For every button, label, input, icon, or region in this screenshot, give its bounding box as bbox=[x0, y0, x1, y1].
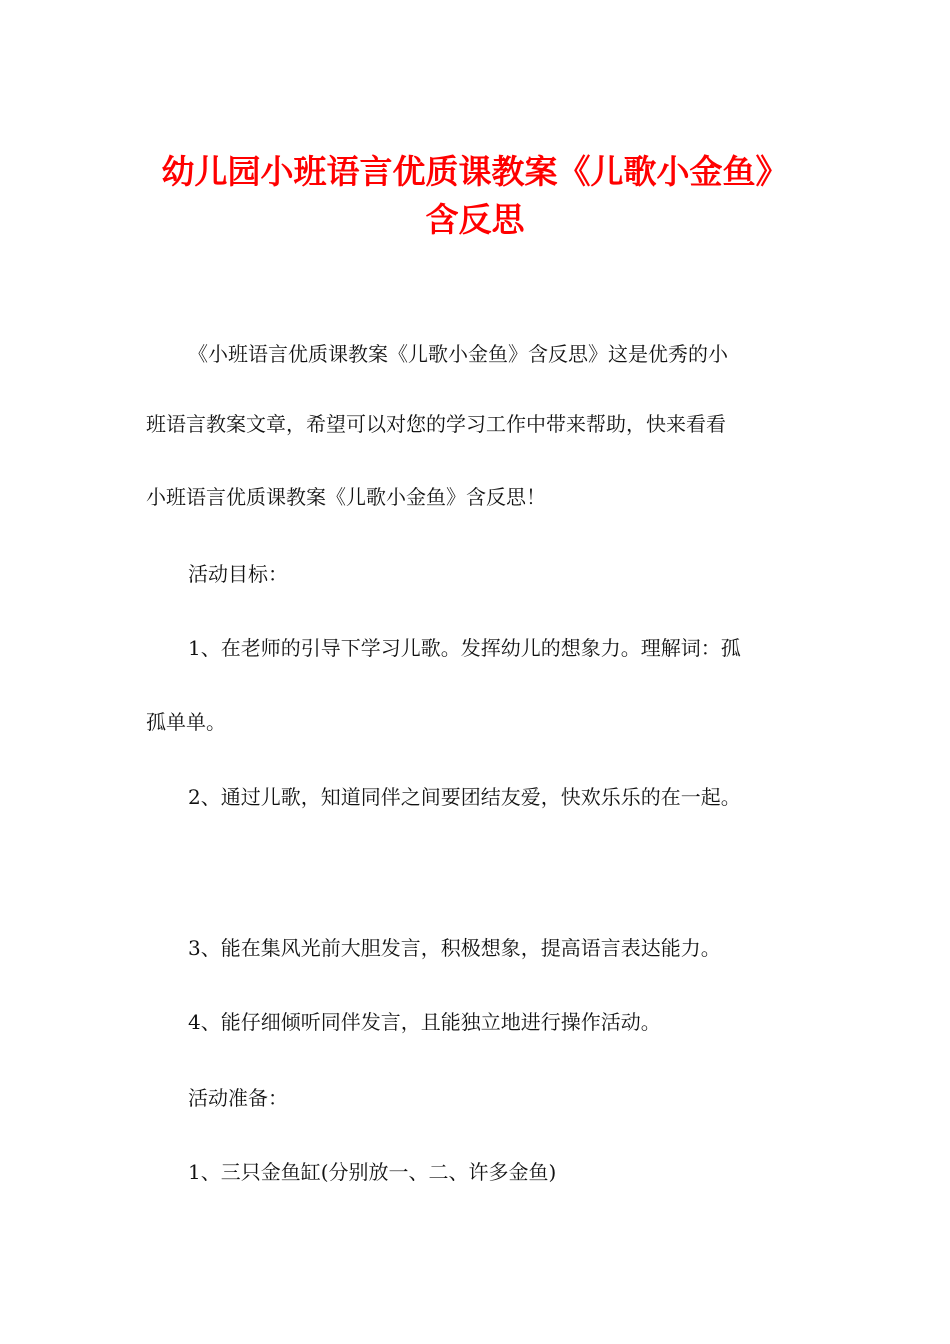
document-title-line-2: 含反思 bbox=[425, 200, 525, 239]
goal-4: 4、能仔细倾听同伴发言，且能独立地进行操作活动。 bbox=[188, 1010, 661, 1034]
prep-item-1: 1、三只金鱼缸(分别放一、二、许多金鱼) bbox=[188, 1160, 557, 1184]
goal-1-line-1: 1、在老师的引导下学习儿歌。发挥幼儿的想象力。理解词：孤 bbox=[188, 636, 741, 660]
document-title-line-1: 幼儿园小班语言优质课教案《儿歌小金鱼》 bbox=[161, 152, 789, 191]
goal-3: 3、能在集风光前大胆发言，积极想象，提高语言表达能力。 bbox=[188, 936, 721, 960]
goals-heading: 活动目标： bbox=[188, 562, 288, 586]
goal-1-line-2: 孤单单。 bbox=[146, 710, 226, 734]
intro-line-2: 班语言教案文章，希望可以对您的学习工作中带来帮助，快来看看 bbox=[146, 412, 726, 436]
prep-heading: 活动准备： bbox=[188, 1086, 288, 1110]
intro-line-3: 小班语言优质课教案《儿歌小金鱼》含反思！ bbox=[146, 485, 546, 509]
intro-line-1: 《小班语言优质课教案《儿歌小金鱼》含反思》这是优秀的小 bbox=[188, 342, 728, 366]
goal-2: 2、通过儿歌，知道同伴之间要团结友爱，快欢乐乐的在一起。 bbox=[188, 785, 741, 809]
